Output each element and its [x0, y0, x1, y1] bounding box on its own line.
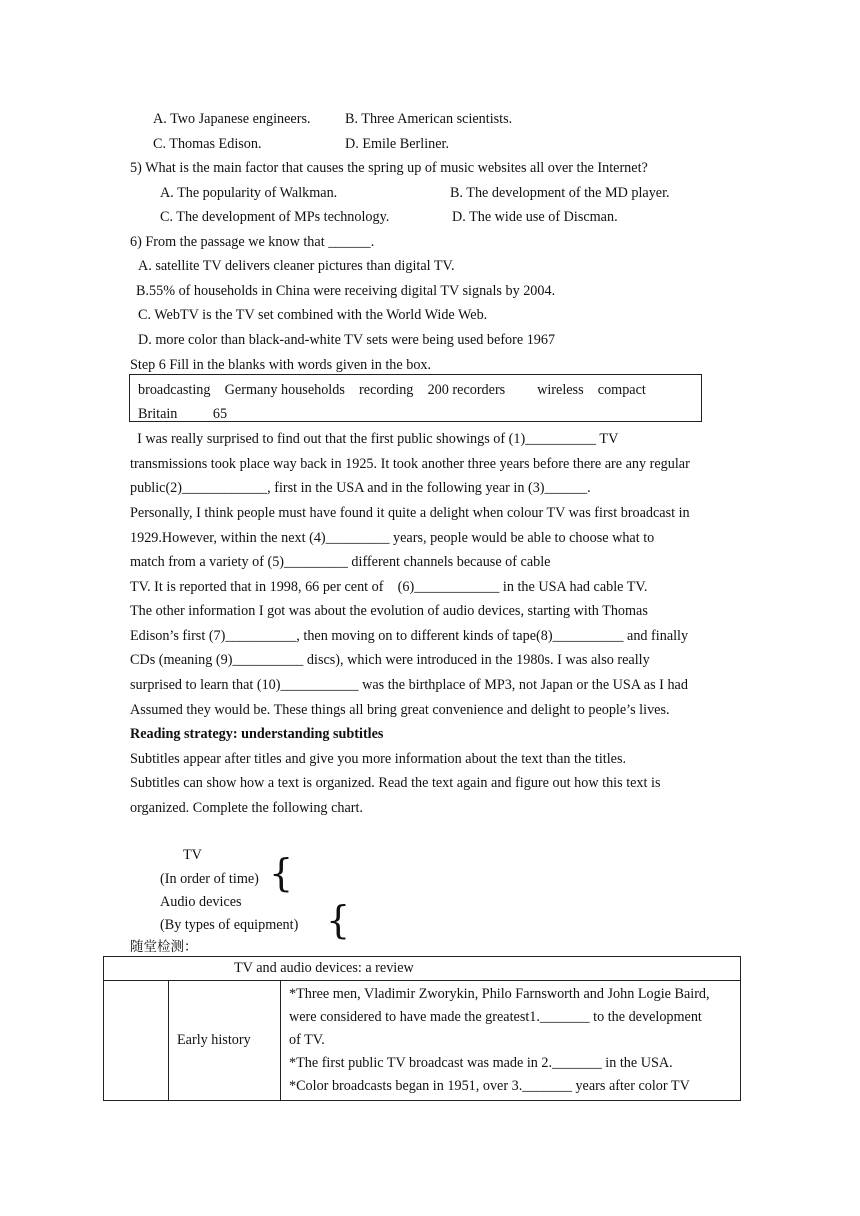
review-line: *Color broadcasts began in 1951, over 3._______ years after color TV — [289, 1078, 690, 1094]
chart-audio-subtitle: (By types of equipment) — [160, 917, 299, 933]
row-label-early-history: Early history — [169, 981, 281, 1101]
passage-line: Personally, I think people must have found it quite a delight when colour TV was first broadcast in — [130, 505, 690, 521]
passage-line: surprised to learn that (10)___________ was the birthplace of MP3, not Japan or the USA as I had — [130, 677, 688, 693]
review-table-title: TV and audio devices: a review — [104, 957, 741, 981]
chart-tv-subtitle: (In order of time) — [160, 871, 259, 887]
q4-option-d: D. Emile Berliner. — [345, 136, 450, 152]
review-line: *The first public TV broadcast was made in 2._______ in the USA. — [289, 1055, 673, 1071]
passage-line: I was really surprised to find out that the first public showings of (1)__________ TV — [130, 431, 619, 447]
brace-icon: { — [326, 898, 351, 942]
word-box-line-1: broadcasting Germany households recording 200 recorders wireless compact — [138, 382, 646, 398]
passage-line: CDs (meaning (9)__________ discs), which were introduced in the 1980s. I was also really — [130, 652, 650, 668]
passage-line: The other information I got was about the evolution of audio devices, starting with Thomas — [130, 603, 648, 619]
review-line: were considered to have made the greatest1._______ to the development — [289, 1009, 702, 1025]
step6-heading: Step 6 Fill in the blanks with words given in the box. — [130, 357, 432, 373]
q6-option-b: B.55% of households in China were receiving digital TV signals by 2004. — [136, 283, 556, 299]
q4-option-b: B. Three American scientists. — [345, 111, 513, 127]
q4-option-c: C. Thomas Edison. — [153, 136, 262, 152]
brace-icon: { — [269, 851, 294, 895]
q5-stem: 5) What is the main factor that causes the spring up of music websites all over the Internet? — [130, 160, 648, 176]
review-line: of TV. — [289, 1032, 325, 1048]
word-box-line-2: Britain 65 — [138, 406, 228, 422]
quiz-label: 随堂检测： — [130, 939, 198, 955]
passage-line: match from a variety of (5)_________ different channels because of cable — [130, 554, 551, 570]
passage-line: Assumed they would be. These things all bring great convenience and delight to people’s lives. — [130, 702, 670, 718]
q4-option-a: A. Two Japanese engineers. — [153, 111, 311, 127]
review-line: *Three men, Vladimir Zworykin, Philo Farnsworth and John Logie Baird, — [289, 986, 710, 1002]
q5-option-c: C. The development of MPs technology. — [160, 209, 390, 225]
passage-line: public(2)____________, first in the USA and in the following year in (3)______. — [130, 480, 591, 496]
q6-option-a: A. satellite TV delivers cleaner pictures than digital TV. — [138, 258, 455, 274]
passage-line: TV. It is reported that in 1998, 66 per cent of (6)____________ in the USA had cable TV. — [130, 579, 648, 595]
q5-option-b: B. The development of the MD player. — [450, 185, 670, 201]
q6-option-c: C. WebTV is the TV set combined with the World Wide Web. — [138, 307, 488, 323]
table-cell-empty — [104, 981, 169, 1101]
strategy-line: Subtitles can show how a text is organized. Read the text again and figure out how this text is — [130, 775, 661, 791]
passage-line: 1929.However, within the next (4)_________ years, people would be able to choose what to — [130, 530, 655, 546]
chart-audio-label: Audio devices — [160, 894, 242, 910]
passage-line: transmissions took place way back in 1925. It took another three years before there are any regular — [130, 456, 690, 472]
q6-stem: 6) From the passage we know that ______. — [130, 234, 375, 250]
q6-option-d: D. more color than black-and-white TV sets were being used before 1967 — [138, 332, 556, 348]
passage-line: Edison’s first (7)__________, then moving on to different kinds of tape(8)__________ and finally — [130, 628, 689, 644]
q5-option-d: D. The wide use of Discman. — [452, 209, 618, 225]
q5-option-a: A. The popularity of Walkman. — [160, 185, 338, 201]
review-table — [103, 956, 741, 1101]
table-cell-content — [281, 981, 741, 1101]
strategy-line: organized. Complete the following chart. — [130, 800, 363, 816]
chart-tv-label: TV — [183, 847, 202, 863]
strategy-heading: Reading strategy: understanding subtitles — [130, 726, 384, 742]
strategy-line: Subtitles appear after titles and give you more information about the text than the titles. — [130, 751, 627, 767]
